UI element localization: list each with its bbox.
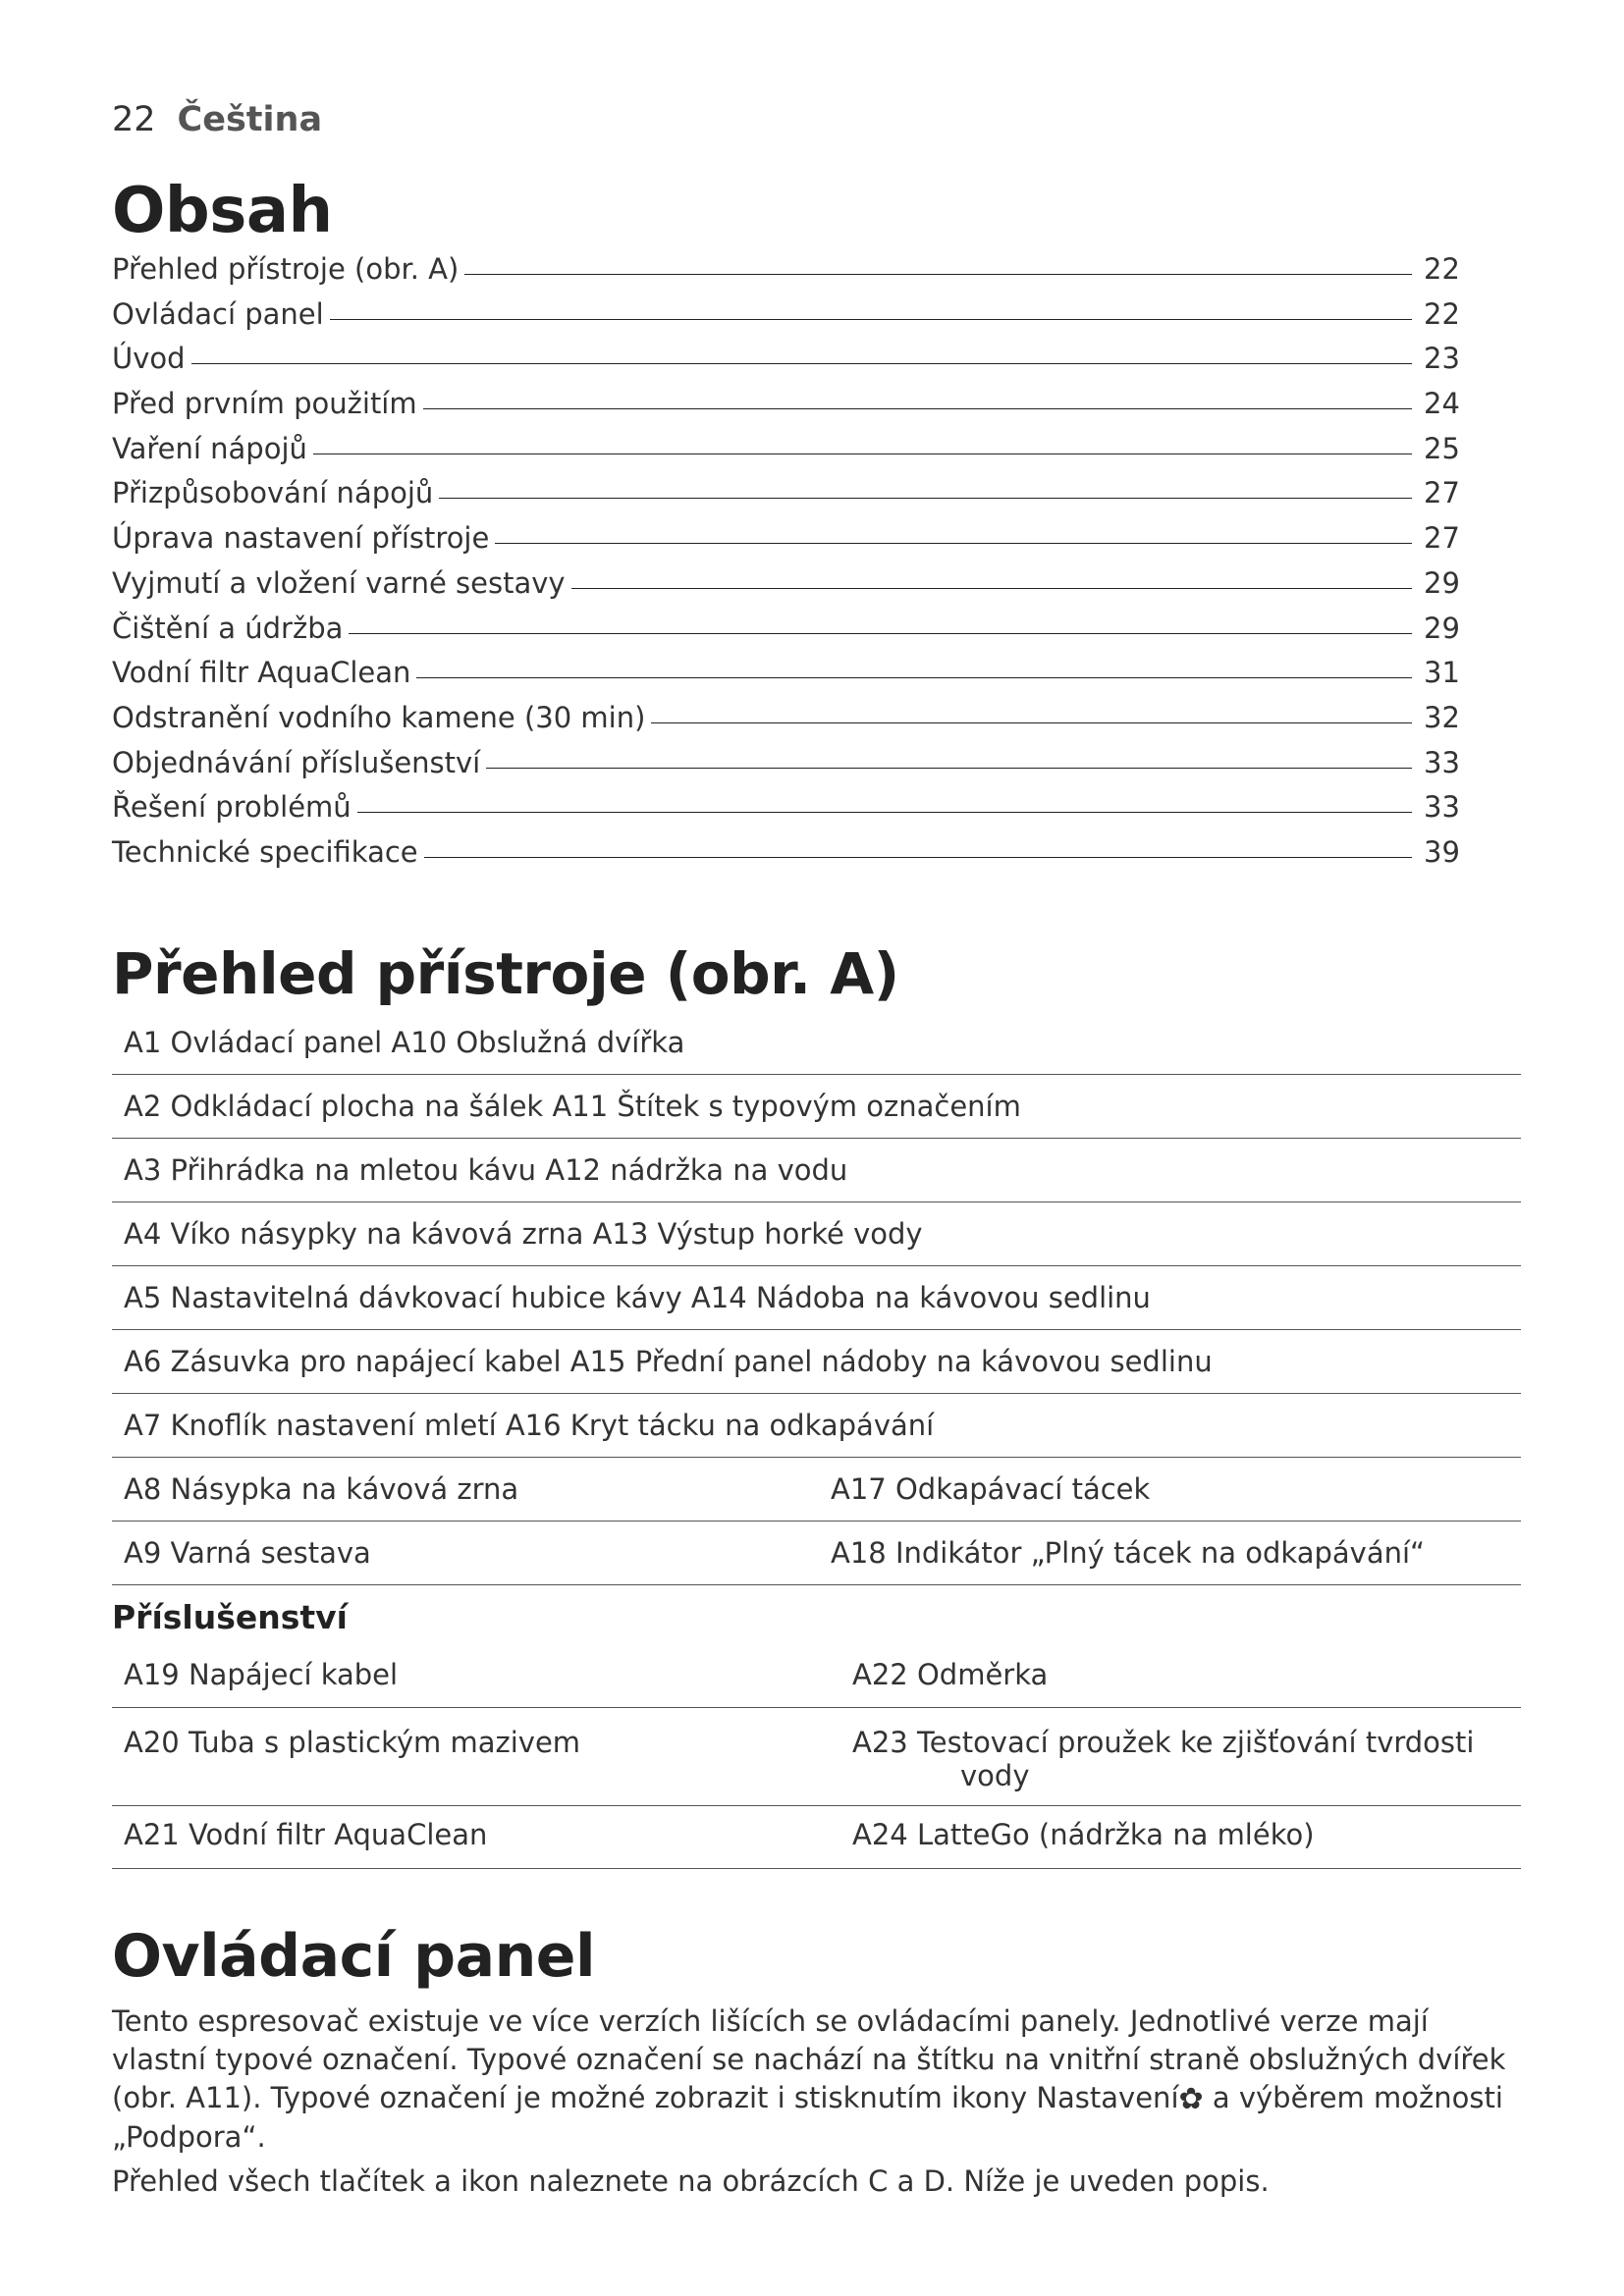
table-cell: A24 LatteGo (nádržka na mléko) xyxy=(852,1818,1315,1851)
toc-entry-page: 25 xyxy=(1424,431,1460,465)
paragraph-text: a výběrem možnosti „Podpora“. xyxy=(112,2081,1503,2154)
toc-entry[interactable] xyxy=(112,746,1459,791)
toc-leader-line xyxy=(651,722,1412,723)
settings-gear-icon: ✿ xyxy=(1178,2082,1204,2116)
toc-entry-title: Vaření nápojů xyxy=(112,431,307,465)
toc-entry-title: Přehled přístroje (obr. A) xyxy=(112,252,460,286)
table-cell: A6 Zásuvka pro napájecí kabel A15 Přední panel nádoby na kávovou sedlinu xyxy=(124,1345,1213,1378)
overview-heading: Přehled přístroje (obr. A) xyxy=(112,940,899,1007)
table-cell: A7 Knoflík nastavení mletí A16 Kryt tácku na odkapávání xyxy=(124,1409,935,1442)
language-label: Čeština xyxy=(177,100,323,139)
toc-entry-page: 32 xyxy=(1424,700,1460,734)
overview-table xyxy=(112,1011,1521,1585)
toc-entry[interactable] xyxy=(112,612,1459,657)
toc-entry-page: 22 xyxy=(1424,252,1460,286)
toc-entry-page: 29 xyxy=(1424,611,1460,645)
toc-leader-line xyxy=(349,633,1412,634)
toc-entry[interactable] xyxy=(112,342,1459,387)
toc-leader-line xyxy=(330,319,1412,320)
toc-entry-page: 39 xyxy=(1424,834,1460,869)
toc-entry-page: 22 xyxy=(1424,296,1460,331)
table-row xyxy=(112,1522,1521,1585)
toc-entry[interactable] xyxy=(112,566,1459,612)
toc-entry[interactable] xyxy=(112,790,1459,835)
toc-entry-page: 23 xyxy=(1424,342,1460,376)
toc-heading: Obsah xyxy=(112,175,333,247)
toc-entry-page: 29 xyxy=(1424,565,1460,600)
toc-entry-page: 27 xyxy=(1424,521,1460,556)
page-number: 22 xyxy=(112,100,156,139)
toc-leader-line xyxy=(495,543,1412,544)
table-row xyxy=(112,1330,1521,1394)
table-cell: A20 Tuba s plastickým mazivem xyxy=(124,1726,581,1759)
toc-entry[interactable] xyxy=(112,387,1459,432)
accessories-table xyxy=(112,1645,1521,1869)
toc-entry[interactable] xyxy=(112,476,1459,521)
toc-entry-title: Vyjmutí a vložení varné sestavy xyxy=(112,565,566,600)
toc-leader-line xyxy=(357,812,1412,813)
table-row xyxy=(112,1266,1521,1330)
table-cell: A18 Indikátor „Plný tácek na odkapávání“ xyxy=(831,1536,1426,1570)
table-row xyxy=(112,1139,1521,1202)
control-panel-heading: Ovládací panel xyxy=(112,1922,596,1991)
control-panel-description xyxy=(112,2002,1526,2201)
table-cell: A1 Ovládací panel A10 Obslužná dvířka xyxy=(124,1026,685,1059)
toc-entry-title: Úprava nastavení přístroje xyxy=(112,521,490,556)
paragraph-text: Tento espresovač existuje ve více verzích lišících se ovládacími panely. Jednotlivé verze mají vlastní typové označení. Typové označení se nachází na štítku na vnitřní straně obslužných dvířek (obr. A11). Typové označení je možné zobrazit i stisknutím ikony Nastavení xyxy=(112,2004,1506,2114)
toc-entry[interactable] xyxy=(112,432,1459,477)
toc-entry-title: Úvod xyxy=(112,342,186,376)
table-cell-line: A23 Testovací proužek ke zjišťování tvrdosti xyxy=(852,1726,1475,1759)
toc-entry[interactable] xyxy=(112,701,1459,746)
toc-leader-line xyxy=(439,498,1412,499)
table-cell: A3 Přihrádka na mletou kávu A12 nádržka na vodu xyxy=(124,1153,848,1187)
table-row xyxy=(112,1708,1521,1806)
toc-entry-title: Čištění a údržba xyxy=(112,611,344,645)
toc-leader-line xyxy=(486,768,1412,769)
toc-entry[interactable] xyxy=(112,252,1459,297)
table-cell-line: vody xyxy=(960,1759,1030,1792)
table-cell: A9 Varná sestava xyxy=(124,1536,371,1570)
paragraph xyxy=(112,2002,1526,2157)
table-cell: A2 Odkládací plocha na šálek A11 Štítek s typovým označením xyxy=(124,1090,1021,1123)
toc-entry[interactable] xyxy=(112,835,1459,881)
table-row xyxy=(112,1075,1521,1139)
table-cell xyxy=(852,1726,1521,1792)
toc-entry-title: Přizpůsobování nápojů xyxy=(112,476,434,510)
table-row xyxy=(112,1458,1521,1522)
toc-leader-line xyxy=(464,274,1412,275)
toc-entry-page: 24 xyxy=(1424,387,1460,421)
toc-leader-line xyxy=(424,857,1412,858)
toc-leader-line xyxy=(416,677,1412,678)
table-row xyxy=(112,1011,1521,1075)
toc-leader-line xyxy=(571,588,1412,589)
toc-entry-title: Před prvním použitím xyxy=(112,387,417,421)
table-row xyxy=(112,1202,1521,1266)
table-cell: A21 Vodní filtr AquaClean xyxy=(124,1818,488,1851)
toc-entry[interactable] xyxy=(112,297,1459,343)
toc-entry-page: 31 xyxy=(1424,656,1460,690)
toc-leader-line xyxy=(423,408,1412,409)
toc-entry-title: Řešení problémů xyxy=(112,790,352,825)
toc-entry-title: Odstranění vodního kamene (30 min) xyxy=(112,700,646,734)
table-cell: A17 Odkapávací tácek xyxy=(831,1472,1151,1506)
toc-entry[interactable] xyxy=(112,656,1459,701)
toc-entry-page: 33 xyxy=(1424,745,1460,779)
table-row xyxy=(112,1645,1521,1708)
paragraph: Přehled všech tlačítek a ikon naleznete na obrázcích C a D. Níže je uveden popis. xyxy=(112,2164,1270,2198)
toc-entry-title: Vodní filtr AquaClean xyxy=(112,656,411,690)
page-header xyxy=(112,100,322,139)
table-row xyxy=(112,1394,1521,1458)
table-cell: A8 Násypka na kávová zrna xyxy=(124,1472,519,1506)
toc-entry-page: 27 xyxy=(1424,476,1460,510)
table-cell: A19 Napájecí kabel xyxy=(124,1658,399,1691)
table-cell: A4 Víko násypky na kávová zrna A13 Výstup horké vody xyxy=(124,1217,923,1251)
table-cell: A22 Odměrka xyxy=(852,1658,1049,1691)
table-cell: A5 Nastavitelná dávkovací hubice kávy A14 Nádoba na kávovou sedlinu xyxy=(124,1281,1151,1314)
toc-entry-page: 33 xyxy=(1424,790,1460,825)
toc-entry-title: Ovládací panel xyxy=(112,296,324,331)
accessories-heading: Příslušenství xyxy=(112,1598,348,1636)
toc-entry-title: Objednávání příslušenství xyxy=(112,745,481,779)
table-row xyxy=(112,1806,1521,1869)
toc-entry[interactable] xyxy=(112,521,1459,566)
toc-entry-title: Technické specifikace xyxy=(112,834,418,869)
toc-leader-line xyxy=(191,363,1412,364)
table-of-contents xyxy=(112,252,1459,881)
